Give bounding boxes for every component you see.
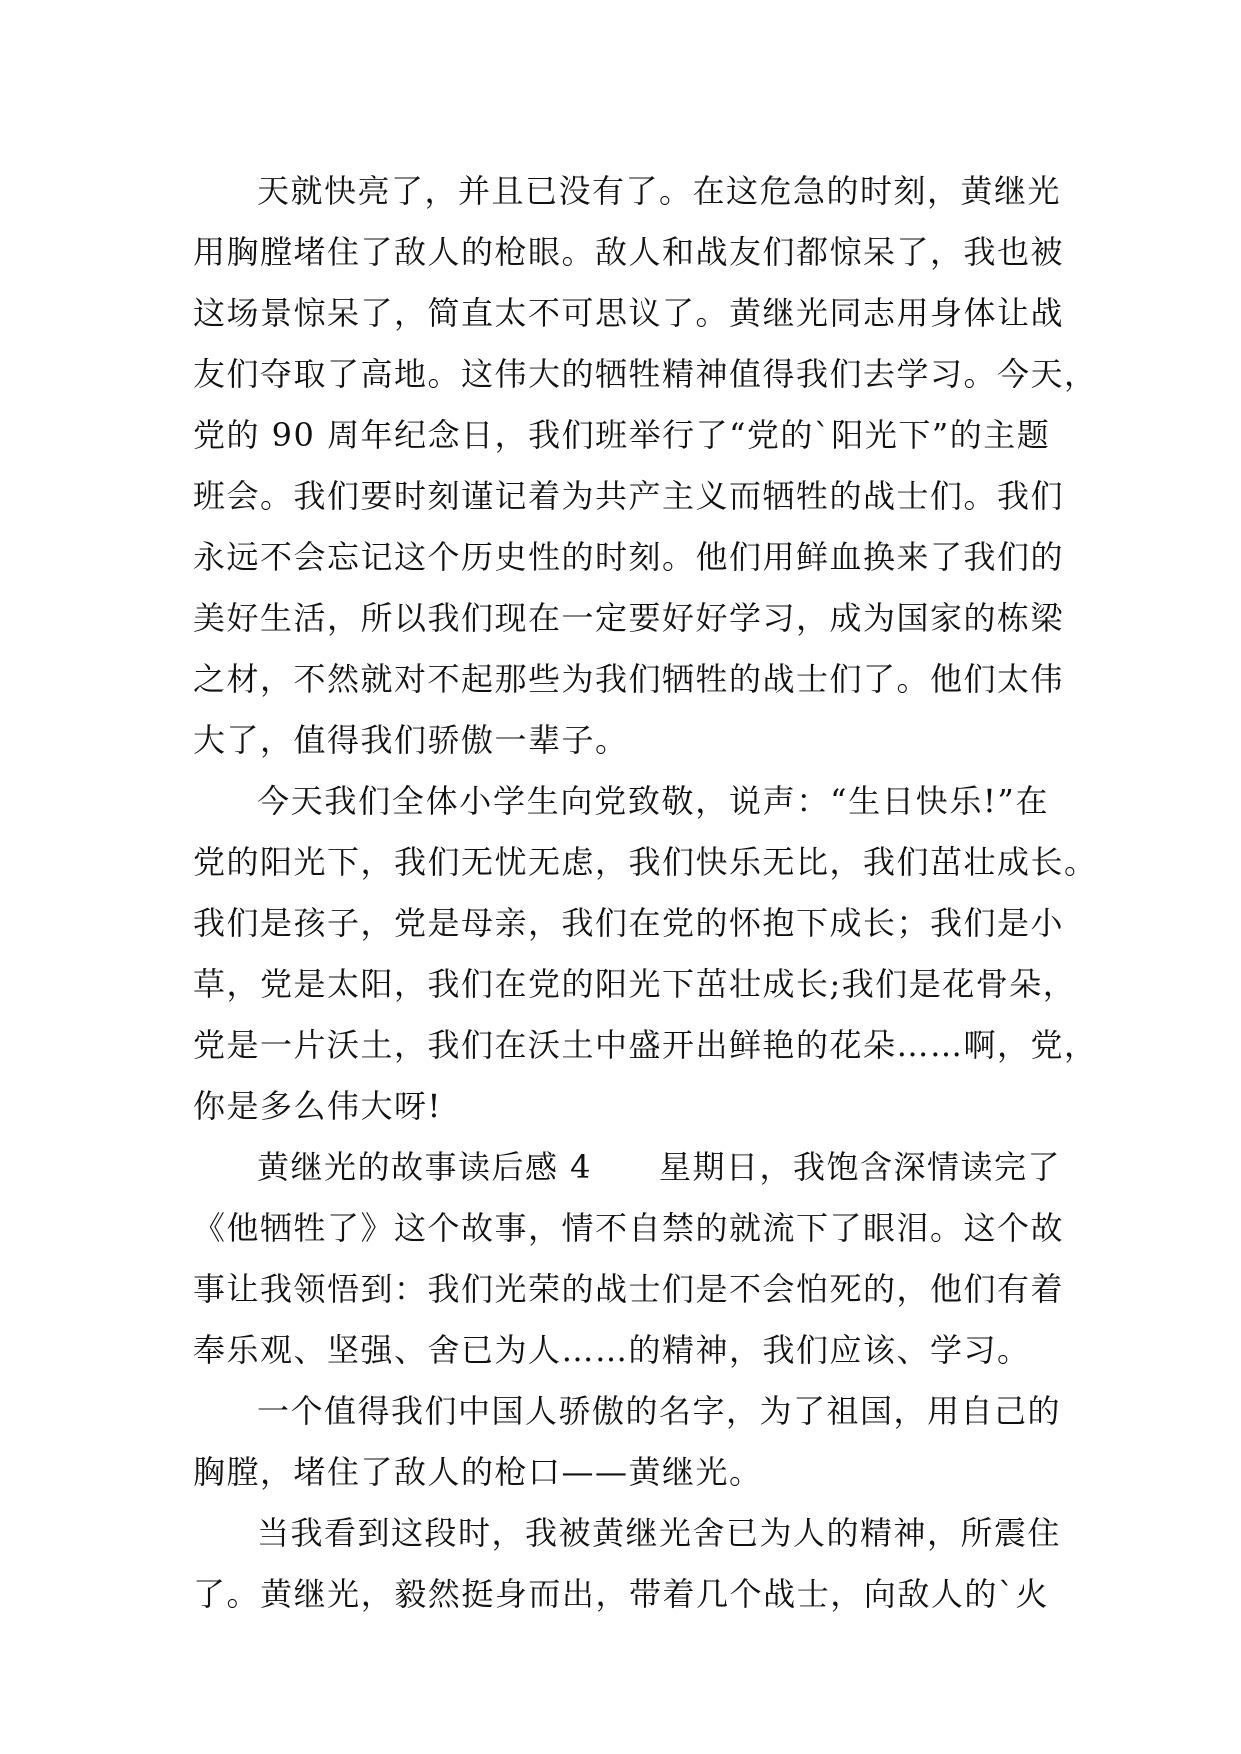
text-line: 永远不会忘记这个历史性的时刻。他们用鲜血换来了我们的	[193, 538, 1065, 576]
text-line: 友们夺取了高地。这伟大的牺牲精神值得我们去学习。今天，	[193, 355, 1098, 393]
text-line: 胸膛，堵住了敌人的枪口——黄继光。	[193, 1453, 763, 1491]
text-line: 党的 90 周年纪念日，我们班举行了“党的`阳光下”的主题	[193, 416, 1051, 454]
text-line: 《他牺牲了》这个故事，情不自禁的就流下了眼泪。这个故	[193, 1209, 1065, 1247]
text-line: 党的阳光下，我们无忧无虑，我们快乐无比，我们茁壮成长。	[193, 843, 1098, 881]
text-line: 班会。我们要时刻谨记着为共产主义而牺牲的战士们。我们	[193, 477, 1065, 515]
text-line: 党是一片沃土，我们在沃土中盛开出鲜艳的花朵……啊，党，	[193, 1026, 1098, 1064]
text-line: 天就快亮了，并且已没有了。在这危急的时刻，黄继光	[257, 172, 1062, 210]
text-line: 你是多么伟大呀!	[193, 1087, 442, 1125]
text-line: 美好生活，所以我们现在一定要好好学习，成为国家的栋梁	[193, 599, 1065, 637]
text-line: 事让我领悟到：我们光荣的战士们是不会怕死的，他们有着	[193, 1270, 1065, 1308]
text-line: 这场景惊呆了，简直太不可思议了。黄继光同志用身体让战	[193, 294, 1065, 332]
text-line: 当我看到这段时，我被黄继光舍已为人的精神，所震住	[257, 1514, 1062, 1552]
text-line: 了。黄继光，毅然挺身而出，带着几个战士，向敌人的`火	[193, 1575, 1049, 1613]
body-text	[193, 161, 1098, 1625]
text-line: 黄继光的故事读后感 4 星期日，我饱含深情读完了	[257, 1148, 1062, 1186]
text-line: 今天我们全体小学生向党致敬，说声：“生日快乐!”在	[257, 782, 1049, 820]
text-line: 草，党是太阳，我们在党的阳光下茁壮成长;我们是花骨朵，	[193, 965, 1077, 1003]
text-line: 奉乐观、坚强、舍已为人……的精神，我们应该、学习。	[193, 1331, 1031, 1369]
text-line: 之材，不然就对不起那些为我们牺牲的战士们了。他们太伟	[193, 660, 1065, 698]
text-line: 我们是孩子，党是母亲，我们在党的怀抱下成长；我们是小	[193, 904, 1065, 942]
text-line: 一个值得我们中国人骄傲的名字，为了祖国，用自己的	[257, 1392, 1062, 1430]
text-line: 用胸膛堵住了敌人的枪眼。敌人和战友们都惊呆了，我也被	[193, 233, 1065, 271]
text-line: 大了，值得我们骄傲一辈子。	[193, 721, 629, 759]
